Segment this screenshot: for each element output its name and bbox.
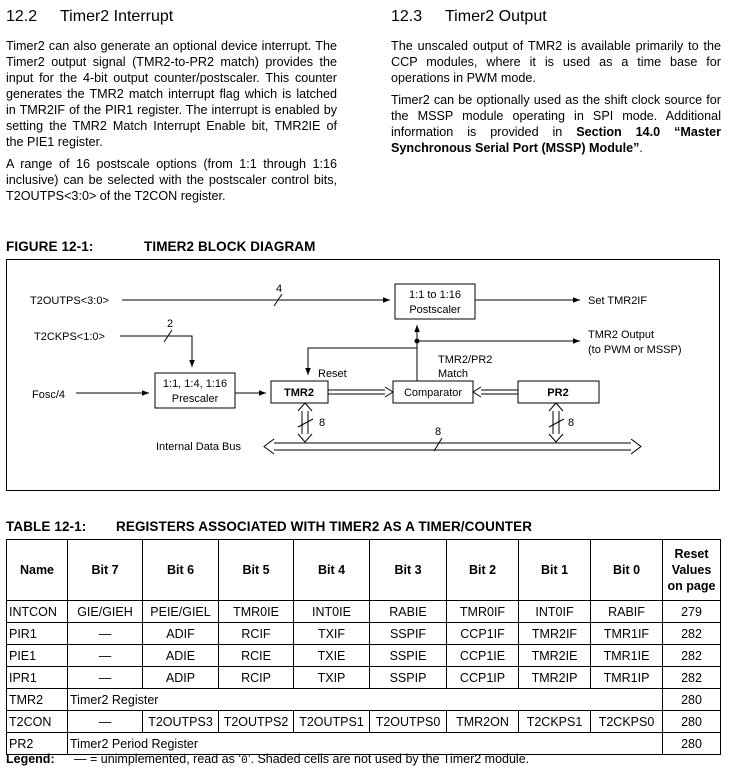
table-legend <box>6 752 529 767</box>
postscaler-label-2: Postscaler <box>409 304 461 316</box>
tmr2-output-label-1: TMR2 Output <box>588 329 655 341</box>
tmr2-bus-width: 8 <box>319 417 326 429</box>
header-cell: Bit 2 <box>447 540 519 601</box>
bit-cell: ADIF <box>143 623 219 645</box>
section-12-3-body <box>391 38 721 162</box>
bit-cell: T2OUTPS0 <box>370 711 447 733</box>
tmr2-bus-slash <box>298 419 313 427</box>
pr2-to-comparator-arrow <box>473 387 518 397</box>
prescaler-label-2: Prescaler <box>171 393 219 405</box>
table-row <box>7 623 721 645</box>
bus-width-slash <box>434 438 442 451</box>
bit-cell: SSPIP <box>370 667 447 689</box>
register-description: Timer2 Register <box>68 689 663 711</box>
bit-cell: — <box>68 623 143 645</box>
t2ckps-width: 2 <box>167 318 174 330</box>
internal-data-bus <box>264 439 641 454</box>
bit-cell: TMR2IE <box>519 645 591 667</box>
figure-label: FIGURE 12-1: <box>6 239 94 254</box>
bit-cell: T2OUTPS2 <box>219 711 294 733</box>
bit-cell: TMR0IF <box>447 601 519 623</box>
bit-cell: T2CKPS1 <box>519 711 591 733</box>
bit-cell: CCP1IF <box>447 623 519 645</box>
bus-width-label: 8 <box>435 426 442 438</box>
bit-cell: T2OUTPS3 <box>143 711 219 733</box>
header-line: Reset <box>674 547 709 561</box>
reset-page-cell: 282 <box>663 667 721 689</box>
bus-label: Internal Data Bus <box>156 441 241 453</box>
header-cell: Bit 4 <box>294 540 370 601</box>
reset-page-cell: 282 <box>663 645 721 667</box>
timer2-block-diagram <box>6 259 720 491</box>
t2outps-width: 4 <box>276 283 283 295</box>
bit-cell: GIE/GIEH <box>68 601 143 623</box>
bit-cell: T2OUTPS1 <box>294 711 370 733</box>
bit-cell: — <box>68 667 143 689</box>
paragraph: A range of 16 postscale options (from 1:1 through 1:16 inclusive) can be selected with the postscaler control bits, T2OUTPS<3:0> of the T2CON register. <box>6 157 337 203</box>
register-name: PIE1 <box>7 645 68 667</box>
paragraph: The unscaled output of TMR2 is available primarily to the CCP modules, where it is used as a time base for operations in PWM mode. <box>391 39 721 85</box>
timer2-registers-table <box>6 539 721 755</box>
reset-values-header <box>663 540 721 601</box>
section-12-2-body <box>6 38 337 210</box>
tmr2-output-label-2: (to PWM or MSSP) <box>588 344 682 356</box>
register-name: PR2 <box>7 733 68 755</box>
bit-cell: INT0IF <box>519 601 591 623</box>
fosc-label: Fosc/4 <box>32 389 66 401</box>
bit-cell: RCIE <box>219 645 294 667</box>
postscaler-label-1: 1:1 to 1:16 <box>409 289 461 301</box>
reset-page-cell: 279 <box>663 601 721 623</box>
table-label: TABLE 12-1: <box>6 519 87 534</box>
section-12-3-heading <box>391 8 547 26</box>
match-label-2: Match <box>438 368 468 380</box>
section-number: 12.3 <box>391 8 423 25</box>
figure-title: TIMER2 BLOCK DIAGRAM <box>144 239 316 254</box>
legend-code: 0 <box>241 755 248 767</box>
match-label-1: TMR2/PR2 <box>438 354 493 366</box>
bit-cell: ADIP <box>143 667 219 689</box>
legend-text: — = unimplemented, read as ‘ <box>74 752 242 766</box>
header-cell: Bit 6 <box>143 540 219 601</box>
bit-cell: RCIF <box>219 623 294 645</box>
table-row <box>7 645 721 667</box>
legend-heading: Legend: <box>6 752 55 766</box>
t2ckps-label: T2CKPS<1:0> <box>34 331 105 343</box>
paragraph-text: Timer2 can be optionally used as the shift clock source for the MSSP module operating in SPI mode. Additional information is provided in <box>391 93 721 139</box>
register-name: PIR1 <box>7 623 68 645</box>
section-cross-reference[interactable]: Section 14.0 “Master Synchronous Serial Port (MSSP) Module” <box>391 125 722 155</box>
table-row <box>7 689 721 711</box>
bit-cell: INT0IE <box>294 601 370 623</box>
bit-cell: TMR2IF <box>519 623 591 645</box>
table-row <box>7 667 721 689</box>
bit-cell: TXIE <box>294 645 370 667</box>
table-caption <box>6 519 532 534</box>
tmr2-bus-connection <box>298 403 312 442</box>
paragraph: Timer2 can also generate an optional device interrupt. The Timer2 output signal (TMR2-to-PR2 match) provides the input for the 4-bit output counter/postscaler. This counter generates the TMR2 match interrupt flag which is latched in TMR2IF of the PIR1 register. The interrupt is enabled by setting the TMR2 Match Interrupt Enable bit, TMR2IE of the PIE1 register. <box>6 39 337 149</box>
bit-cell: TXIP <box>294 667 370 689</box>
bit-cell: — <box>68 711 143 733</box>
bit-cell: TMR2ON <box>447 711 519 733</box>
header-line: on page <box>667 579 716 593</box>
header-cell: Bit 1 <box>519 540 591 601</box>
bit-cell: PEIE/GIEL <box>143 601 219 623</box>
pr2-bus-width: 8 <box>568 417 575 429</box>
table-row <box>7 601 721 623</box>
bit-cell: SSPIE <box>370 645 447 667</box>
section-title: Timer2 Interrupt <box>60 8 174 25</box>
header-cell: Bit 5 <box>219 540 294 601</box>
reset-page-cell: 280 <box>663 733 721 755</box>
section-title: Timer2 Output <box>445 8 547 25</box>
tmr2-block-label: TMR2 <box>284 387 314 399</box>
register-name: IPR1 <box>7 667 68 689</box>
header-cell: Bit 3 <box>370 540 447 601</box>
paragraph <box>391 92 721 156</box>
table-row <box>7 711 721 733</box>
header-cell: Bit 7 <box>68 540 143 601</box>
header-line: Values <box>671 563 712 577</box>
header-cell: Name <box>7 540 68 601</box>
bit-cell: CCP1IE <box>447 645 519 667</box>
register-name: TMR2 <box>7 689 68 711</box>
bit-cell: CCP1IP <box>447 667 519 689</box>
register-description: Timer2 Period Register <box>68 733 663 755</box>
bit-cell: T2CKPS0 <box>591 711 663 733</box>
table-header-row <box>7 540 721 601</box>
legend-text: ’. Shaded cells are not used by the Timer2 module. <box>247 752 530 766</box>
figure-caption <box>6 239 316 254</box>
bit-cell: TXIF <box>294 623 370 645</box>
paragraph-text: . <box>639 141 643 155</box>
set-tmr2if-label: Set TMR2IF <box>588 295 648 307</box>
comparator-label: Comparator <box>403 387 463 399</box>
bit-cell: TMR1IF <box>591 623 663 645</box>
pr2-bus-connection <box>549 403 563 442</box>
section-number: 12.2 <box>6 8 38 25</box>
prescaler-label-1: 1:1, 1:4, 1:16 <box>162 378 228 390</box>
pr2-bus-slash <box>549 419 564 427</box>
t2outps-label: T2OUTPS<3:0> <box>30 295 109 307</box>
bit-cell: SSPIF <box>370 623 447 645</box>
bit-cell: TMR1IP <box>591 667 663 689</box>
header-cell: Bit 0 <box>591 540 663 601</box>
bit-cell: ADIE <box>143 645 219 667</box>
tmr2-to-comparator-arrow <box>328 387 393 397</box>
reset-page-cell: 282 <box>663 623 721 645</box>
reset-label: Reset <box>318 368 347 380</box>
t2ckps-line <box>120 336 192 367</box>
table-title: REGISTERS ASSOCIATED WITH TIMER2 AS A TIMER/COUNTER <box>116 519 533 534</box>
bit-cell: TMR0IE <box>219 601 294 623</box>
section-12-2-heading <box>6 8 173 26</box>
bit-cell: — <box>68 645 143 667</box>
bit-cell: RCIP <box>219 667 294 689</box>
register-name: T2CON <box>7 711 68 733</box>
bit-cell: RABIE <box>370 601 447 623</box>
reset-page-cell: 280 <box>663 689 721 711</box>
bit-cell: RABIF <box>591 601 663 623</box>
bit-cell: TMR2IP <box>519 667 591 689</box>
bit-cell: TMR1IE <box>591 645 663 667</box>
pr2-block-label: PR2 <box>547 387 569 399</box>
reset-page-cell: 280 <box>663 711 721 733</box>
register-name: INTCON <box>7 601 68 623</box>
